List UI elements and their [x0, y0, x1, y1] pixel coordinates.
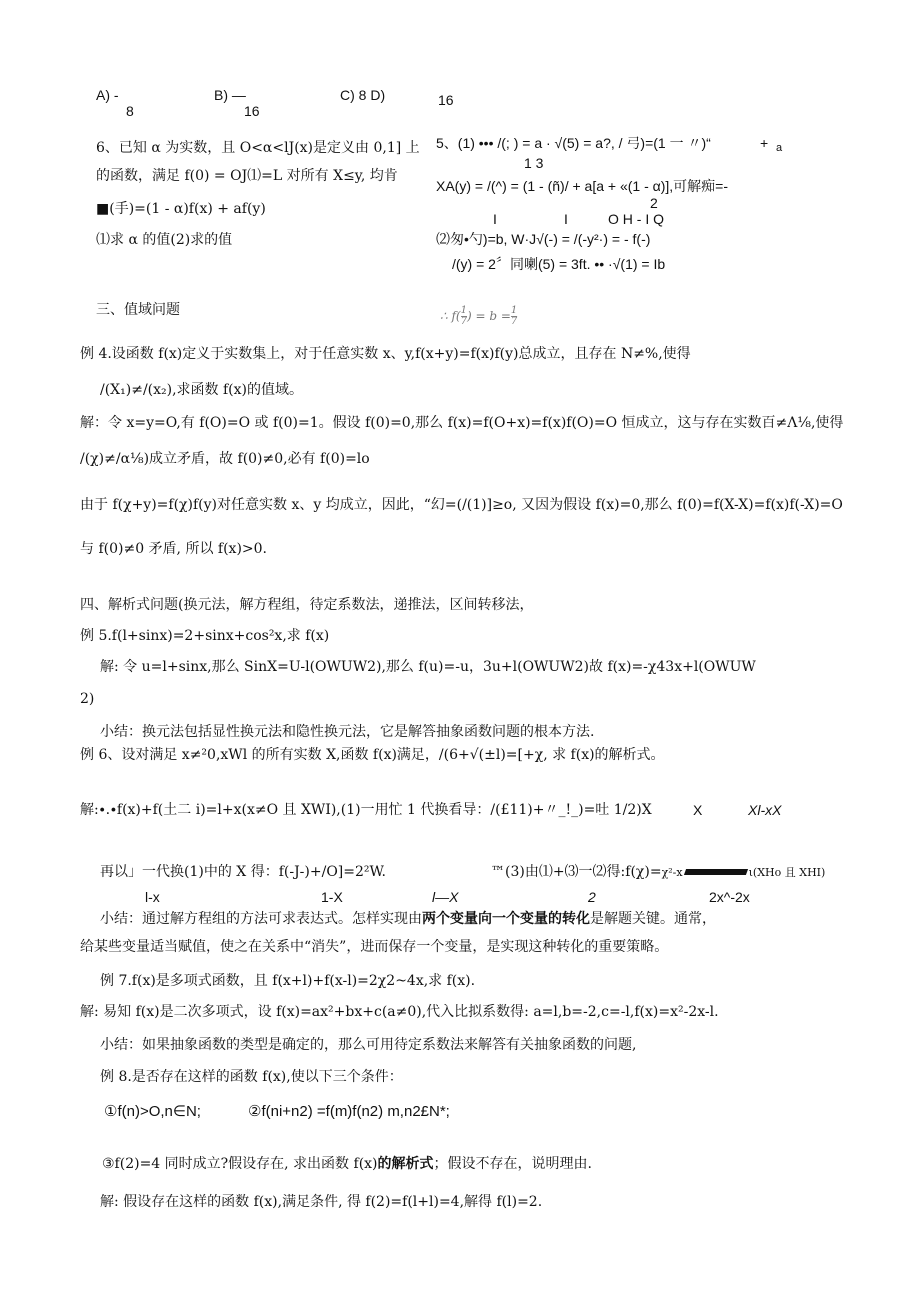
formula-lhs: ∴ f( — [440, 309, 461, 323]
option-a: A) - — [96, 87, 119, 103]
example-6-summary-1 — [100, 909, 716, 928]
solution-5-line-3: XA(y) = /(^) = (1 - (ñ)/ + a[a + «(1 - α)],可解痴=- — [436, 178, 729, 194]
example-4-line-2: /(X₁)≠/(x₂),求函数 f(x)的值域。 — [100, 382, 303, 398]
problem-6-line-2: 的函数，满足 f(0) = OJ⑴=L 对所有 X≤y, 均肯 — [96, 168, 398, 184]
formula-f-one-seventh — [440, 306, 544, 334]
solution-5-mark-3: O H - I Q — [608, 211, 664, 227]
solution-5-line-4: 2 — [650, 195, 658, 211]
option-b-denominator: 16 — [244, 103, 260, 119]
option-a-denominator: 8 — [126, 103, 134, 119]
problem-6-line-4: ⑴求 α 的值(2)求的值 — [96, 232, 233, 248]
example-4-line-6: 与 f(0)≠0 矛盾, 所以 f(x)>0. — [80, 541, 267, 557]
formula-rnum: 1 — [510, 305, 518, 316]
example-6-den-1: l-x — [145, 889, 160, 905]
summary-bold: 两个变量向一个变量的转化 — [422, 910, 590, 926]
example-5-summary: 小结：换元法包括显性换元法和隐性换元法，它是解答抽象函数问题的根本方法. — [100, 724, 595, 740]
solution-5-line-6: ⑵匆•勺)=b, W·J√(-) = /(-y²·) = - f(-) — [436, 231, 651, 247]
section-4-title: 四、解析式问题(换元法，解方程组，待定系数法，递推法，区间转移法， — [80, 597, 534, 613]
formula-num: 1 — [460, 305, 467, 316]
example-5-line-2: 解: 令 u=l+sinx,那么 SinX=U-l(OWUW2),那么 f(u)=-u，3u+l(OWUW2)故 f(x)=-χ43x+l(OWUW — [100, 659, 756, 675]
solution-5-line-7: /(y) = 2〞同喇(5) = 3ft. •• ·√(1) = Ib — [452, 256, 666, 272]
formula-den: 7 — [460, 316, 467, 327]
summary-text: 小结：通过解方程组的方法可求表达式。怎样实现由 — [100, 911, 422, 927]
example-6-den-3: l—X — [432, 889, 459, 905]
example-6-den-4: 2 — [588, 889, 596, 905]
condition-3-text: ③f(2)=4 同时成立?假设存在, 求出函数 f(x) — [102, 1156, 378, 1172]
redaction-block — [684, 869, 748, 875]
example-6-den-2: 1-X — [321, 889, 343, 905]
formula-fraction-2 — [511, 306, 517, 327]
option-d-value: 16 — [438, 92, 454, 108]
solution-5-plus: + — [760, 135, 769, 151]
solution-5-line-1: 5、(1) ••• /(; ) = a · √(5) = a?, / 弓)=(1 一 〃)“ — [436, 135, 711, 151]
example-6-line-2: 解:∙.∙f(x)+f(土二 i)=l+x(x≠O 且 XWI),(1)一用忙 1 代换看导：/(£11)+〃_!_)=吐 1/2)X — [80, 802, 652, 818]
example-6-den-5: 2x^-2x — [709, 889, 750, 905]
example-7-line-2: 解: 易知 f(x)是二次多项式，设 f(x)=ax²+bx+c(a≠0),代入比拟系数得: a=l,b=-2,c=-l,f(x)=x²-2x-l. — [80, 1004, 719, 1020]
solution-5-mark-1: I — [493, 211, 497, 227]
example-7-line-1: 例 7.f(x)是多项式函数，且 f(x+l)+f(x-l)=2χ2~4x,求 f(x). — [100, 973, 476, 989]
example-8-solution: 解: 假设存在这样的函数 f(x),满足条件, 得 f(2)=f(l+l)=4,解得 f(l)=2. — [100, 1194, 543, 1210]
problem-6-line-3: ■(手)=(1 - α)f(x) + af(y) — [96, 201, 266, 217]
example-6-line-1: 例 6、设对满足 x≠²0,xWl 的所有实数 X,函数 f(x)满足，/(6+√(±l)=[+χ, 求 f(x)的解析式。 — [80, 747, 665, 763]
option-c-d: C) 8 D) — [340, 87, 386, 103]
condition-3-end: ；假设不存在，说明理由. — [433, 1156, 592, 1172]
example-6-result-lhs: ™(3)由⑴+⑶一⑵得:f(χ)= — [491, 864, 662, 880]
example-6-line-3: 再以」一代换(1)中的 X 得：f(-J-)+/O]=2²W. — [100, 864, 386, 880]
problem-6-line-1: 6、已知 α 为实数，且 O<α<lJ(x)是定义由 0,1] 上 — [96, 140, 420, 156]
example-6-summary-2: 给某些变量适当赋值，使之在关系中“消失”，进而保存一个变量，是实现这种转化的重要策略。 — [80, 939, 669, 955]
formula-mid: ) = b = — [466, 309, 511, 323]
example-6-result-cond: ι(XHo 且 XHI) — [748, 866, 826, 879]
example-8-condition-3 — [102, 1154, 592, 1173]
example-8-line-1: 例 8.是否存在这样的函数 f(x),使以下三个条件： — [100, 1069, 403, 1085]
example-7-summary: 小结：如果抽象函数的类型是确定的，那么可用待定系数法来解答有关抽象函数的问题, — [100, 1037, 637, 1053]
example-4-line-1: 例 4.设函数 f(x)定义于实数集上，对于任意实数 x、y,f(x+y)=f(x)f(y)总成立，且存在 N≠%,使得 — [80, 346, 691, 362]
example-5-line-1: 例 5.f(l+sinx)=2+sinx+cos²x,求 f(x) — [80, 628, 330, 644]
example-6-result-exp: χ²-x — [661, 866, 683, 879]
solution-5-a-mark: a — [776, 142, 783, 154]
condition-3-bold: 的解析式 — [377, 1155, 434, 1171]
example-4-line-4: /(χ)≠/α⅛)成立矛盾，故 f(0)≠0,必有 f(0)=lo — [80, 451, 370, 467]
example-8-condition-1: ①f(n)>O,n∈N; — [104, 1103, 201, 1120]
example-6-line-3-result — [491, 863, 825, 882]
example-6-line-2-xl: Xl-xX — [748, 802, 782, 818]
example-8-condition-2: ②f(ni+n2) =f(m)f(n2) m,n2£N*; — [248, 1103, 450, 1120]
summary-text-end: 是解题关键。通常， — [590, 911, 716, 927]
example-4-line-5: 由于 f(χ+y)=f(χ)f(y)对任意实数 x、y 均成立，因此，“幻=(/(1)]≥o, 又因为假设 f(x)=0,那么 f(0)=f(X-X)=f(x)f(-X)=O — [80, 497, 843, 513]
example-6-line-2-x: X — [693, 802, 703, 818]
section-3-title: 三、值域问题 — [96, 302, 180, 318]
formula-rden: 7 — [510, 316, 518, 327]
option-b: B) — — [214, 87, 246, 103]
solution-5-mark-2: I — [564, 211, 568, 227]
example-4-line-3: 解：令 x=y=O,有 f(O)=O 或 f(0)=1。假设 f(0)=0,那么 f(x)=f(O+x)=f(x)f(O)=O 恒成立，这与存在实数百≠Λ⅛,使得 — [80, 415, 844, 431]
example-5-line-3: 2) — [80, 691, 95, 707]
solution-5-line-2: 1 3 — [524, 155, 544, 171]
